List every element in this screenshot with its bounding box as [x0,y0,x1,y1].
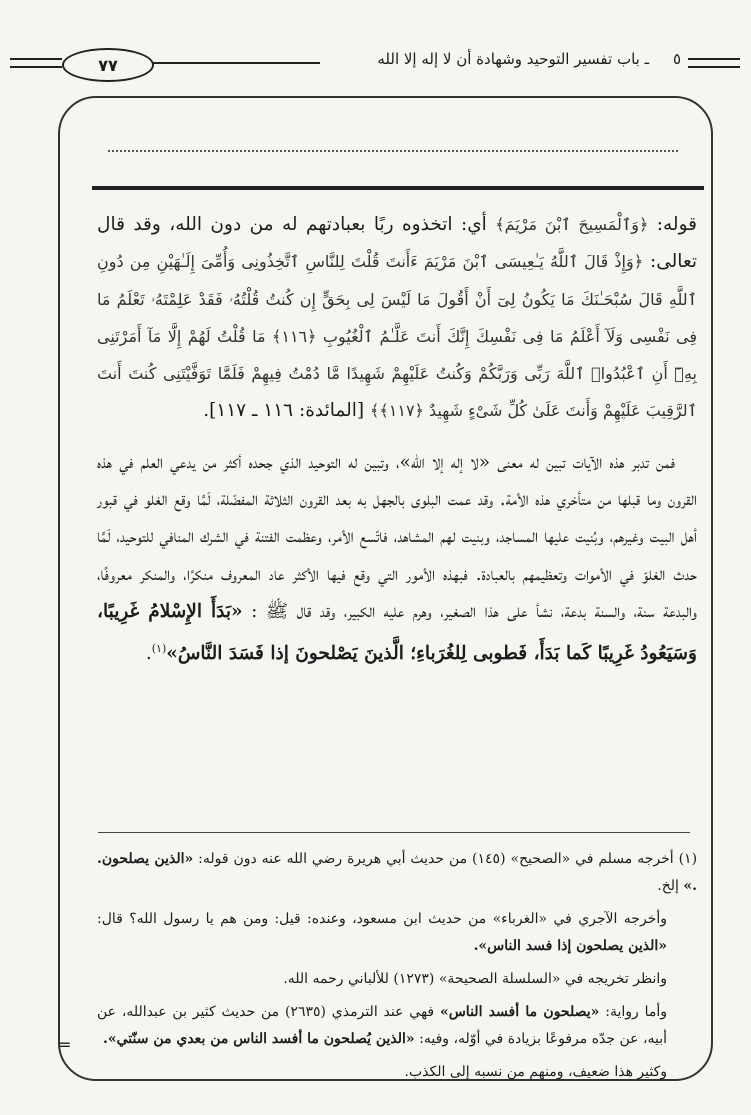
surah-reference: [المائدة: ١١٦ ـ ١١٧]. [203,400,365,422]
text-span: قوله: [656,214,697,235]
page-header [0,0,751,75]
quran-verse: ﴿وَٱلْمَسِيحَ ٱبْنَ مَرْيَمَ﴾ [495,215,649,234]
header-rule-middle [150,62,320,64]
footnote-number: (١) [678,851,698,867]
footnote-2 [97,906,697,960]
text-span: وانظر تخريجه في «السلسلة الصحيحة» (١٢٧٣) للألباني رحمه الله. [283,971,667,987]
bold-quote: «الذين يصلحون إذا فسد الناس». [473,938,667,954]
footnote-separator [98,832,690,833]
chapter-title: ـ باب تفسير التوحيد وشهادة أن لا إله إلا الله [377,50,649,68]
footnote-5 [97,1059,697,1086]
header-rule-left-2 [10,66,62,68]
quran-verse: ﴿وَإِذْ قَالَ ٱللَّهُ يَـٰعِيسَى ٱبْنَ مَرْيَمَ ءَأَنتَ قُلْتَ لِلنَّاسِ ٱتَّخِذُونِى وَأُمِّىَ إِلَـٰهَيْنِ مِن دُونِ ٱللَّهِ قَالَ سُبْحَـٰنَكَ مَا يَكُونُ لِىٓ أَنْ أَقُولَ مَا لَيْسَ لِى بِحَقٍّ إِن كُنتُ قُلْتُهُۥ فَقَدْ عَلِمْتَهُۥ تَعْلَمُ مَا فِى نَفْسِى وَلَآ أَعْلَمُ مَا فِى نَفْسِكَ إِنَّكَ أَنتَ عَلَّـٰمُ ٱلْغُيُوبِ ﴿١١٦﴾ مَا قُلْتُ لَهُمْ إِلَّا مَآ أَمَرْتَنِى بِهِۦٓ أَنِ ٱعْبُدُوا۟ ٱللَّهَ رَبِّى وَرَبَّكُمْ وَكُنتُ عَلَيْهِمْ شَهِيدًا مَّا دُمْتُ فِيهِمْ فَلَمَّا تَوَفَّيْتَنِى كُنتَ أَنتَ ٱلرَّقِيبَ عَلَيْهِمْ وَأَنتَ عَلَىٰ كُلِّ شَىْءٍ شَهِيدٌ ﴿١١٧﴾﴾ [97,252,698,421]
footnote-3 [97,966,697,993]
chapter-number: ٥ [672,50,681,68]
header-rule-left [10,58,62,60]
footnote-1 [97,846,697,900]
text-span: وكثير هذا ضعيف، ومنهم من نسبه إلى الكذب. [404,1064,667,1080]
footnotes [97,846,697,1092]
text-span: فمن تدبر هذه الآيات تبين له معنى «لا إله إلا الله»، وتبين له التوحيد الذي جحده أكثر من يدعي العلم في هذه القرون وما قبلها من متأخري هذه الأمة. وقد عمت البلوى بالجهل به بعد القرون الثلاثة المفضّلة، لَمَّا وقع الغلو في قبور أهل البيت وغيرهم، وبُنيت عليها المساجد، وبنيت لهم المشاهد، فاتّسع الأمر، وعظمت الفتنة في الشرك المنافي للتوحيد، لَمَّا حدث الغلوّ في الأموات وتعظيمهم بالعبادة. فبهذه الأمور التي وقع فيها الأكثر عاد المعروف منكرًا، والمنكر معروفًا، والبدعة سنة، والسنة بدعة، نشأ على هذا الصغير، وهرم عليه الكبير، وقد قال ﷺ : [97,451,697,622]
header-rule-right [688,58,740,60]
bold-quote: «الذين يُصلحون ما أفسد الناس من بعدي من سنّتي». [103,1031,415,1047]
footnote-ref: (١) [151,642,167,656]
paragraph-quran-citation [97,206,697,430]
page-number: ٧٧ [62,48,154,82]
paragraph-commentary [97,444,697,673]
hadith-quote: «بَدَأَ الإِسْلامُ غَرِيبًا، وَسَيَعُودُ غَرِيبًا كَما بَدَأَ، فَطوبى لِلغُرَباءِ؛ الَّذينَ يَصْلحونَ إذا فَسَدَ النَّاسُ» [97,600,697,665]
text-span: وأخرجه الآجري في «الغرباء» من حديث ابن مسعود، وعنده: قيل: ومن هم يا رسول الله؟ قال: [97,911,667,927]
continuation-mark: = [58,1035,72,1054]
header-rule-right-2 [688,66,740,68]
text-span: إلخ. [657,878,679,894]
thick-separator [92,186,704,190]
bold-quote: «يصلحون ما أفسد الناس» [439,1004,600,1020]
bold-quote: «الذين يصلحون. .» [97,851,697,894]
dotted-separator [108,150,678,152]
main-text [97,206,697,673]
text-span: وأما رواية: [605,1004,668,1020]
text-span: أخرجه مسلم في «الصحيح» (١٤٥) من حديث أبي هريرة رضي الله عنه دون قوله: [198,851,674,867]
footnote-4 [97,999,697,1053]
text-span: . [145,643,152,665]
text-span: فهي عند الترمذي (٢٦٣٥) من حديث كثير بن عبدالله، عن أبيه، عن جدّه مرفوعًا بزيادة في أوّله، وفيه: [97,1004,667,1047]
text-span: أي: اتخذوه ربًا بعبادتهم له من دون الله، وقد قال تعالى: [97,214,698,273]
